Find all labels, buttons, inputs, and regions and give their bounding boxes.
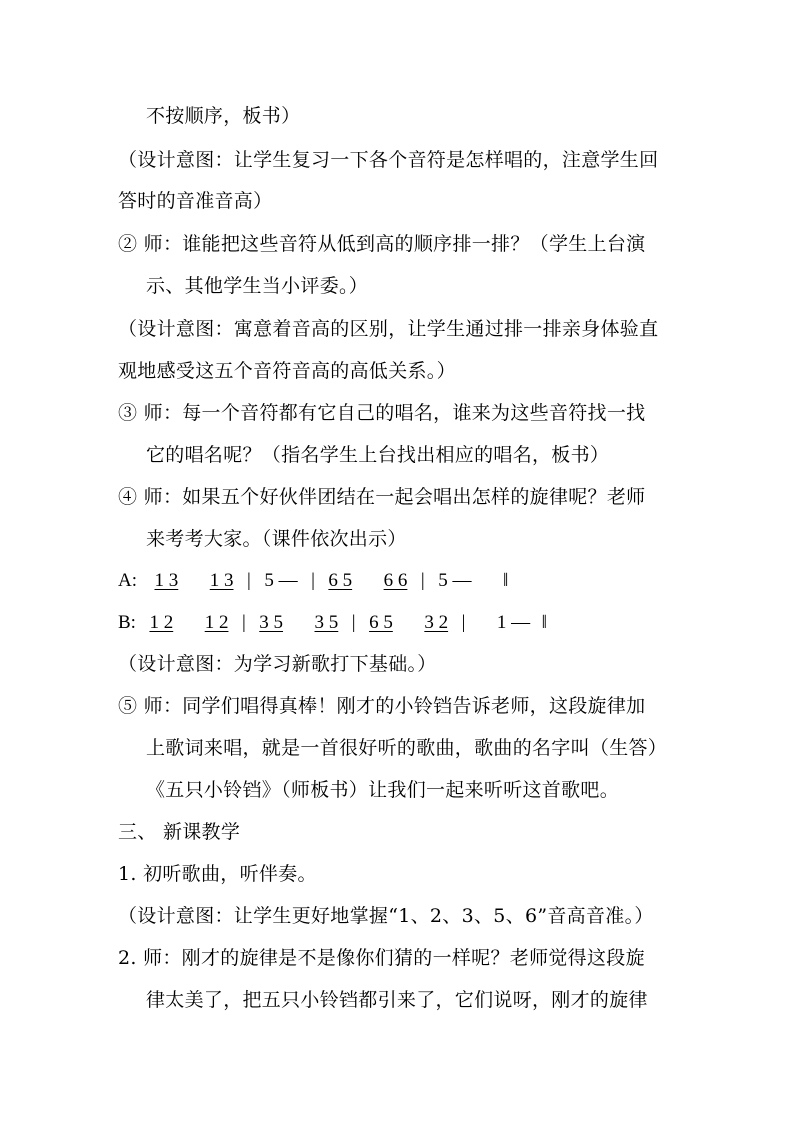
numbered-item: 2. 师：刚才的旋律是不是像你们猜的一样呢？老师觉得这段旋: [118, 947, 645, 969]
melody-note: 1 2: [149, 612, 174, 633]
melody-a-line: [118, 563, 678, 599]
design-intent-line: （设计意图：寓意着音高的区别，让学生通过排一排亲身体验直: [118, 318, 659, 340]
melody-note: 5 —: [264, 570, 298, 591]
bar-line: |: [241, 612, 246, 633]
bar-line: |: [420, 570, 425, 591]
melody-a-label: A:: [118, 570, 137, 591]
melody-note: 1 3: [209, 570, 234, 591]
melody-note: 6 6: [383, 570, 408, 591]
melody-note: 1 —: [496, 612, 531, 633]
text-line: 不按顺序，板书）: [146, 105, 301, 127]
text-line: 律太美了，把五只小铃铛都引来了，它们说呀，刚才的旋律: [146, 989, 648, 1011]
text-line: 示、其他学生当小评委。）: [146, 275, 369, 297]
step-5-line: ⑤ 师：同学们唱得真棒！刚才的小铃铛告诉老师，这段旋律加: [118, 695, 646, 717]
melody-note: 3 2: [424, 612, 449, 633]
text-line: 《五只小铃铛》（师板书）让我们一起来听听这首歌吧。: [146, 779, 620, 801]
bar-line: |: [351, 612, 356, 633]
design-intent-line: （设计意图：为学习新歌打下基础。）: [118, 653, 437, 675]
step-3-line: ③ 师：每一个音符都有它自己的唱名，谁来为这些音符找一找: [118, 402, 646, 424]
bar-line: |: [311, 570, 315, 591]
melody-note: 5 —: [438, 570, 472, 591]
text-line: 来考考大家。（课件依次出示）: [146, 528, 407, 550]
step-4-line: ④ 师：如果五个好伙伴团结在一起会唱出怎样的旋律呢？老师: [118, 486, 646, 508]
text-line: 上歌词来唱，就是一首很好听的歌曲，歌曲的名字叫（生答）: [146, 737, 668, 759]
bar-line: |: [461, 612, 466, 633]
melody-note: 1 3: [154, 570, 179, 591]
end-bar: ‖: [502, 570, 509, 591]
design-intent-line: （设计意图：让学生更好地掌握“1、2、3、5、6”音高音准。）: [118, 905, 654, 927]
text-line: 观地感受这五个音符音高的高低关系。）: [118, 360, 456, 382]
melody-note: 3 5: [314, 612, 339, 633]
melody-note: 6 5: [328, 570, 353, 591]
text-line: 答时的音准音高）: [118, 190, 273, 212]
bar-line: |: [247, 570, 251, 591]
melody-note: 6 5: [369, 612, 393, 633]
section-heading: 三、 新课教学: [118, 821, 241, 843]
melody-b-line: [118, 605, 678, 641]
melody-note: 3 5: [259, 612, 284, 633]
melody-b-label: B:: [118, 612, 136, 633]
end-bar: ‖: [541, 612, 547, 633]
design-intent-line: （设计意图：让学生复习一下各个音符是怎样唱的，注意学生回: [118, 149, 659, 171]
numbered-item: 1. 初听歌曲，听伴奏。: [118, 863, 317, 885]
text-line: 它的唱名呢？（指名学生上台找出相应的唱名，板书）: [146, 444, 610, 466]
melody-note: 1 2: [204, 612, 229, 633]
step-2-line: ② 师：谁能把这些音符从低到高的顺序排一排？（学生上台演: [118, 233, 646, 255]
